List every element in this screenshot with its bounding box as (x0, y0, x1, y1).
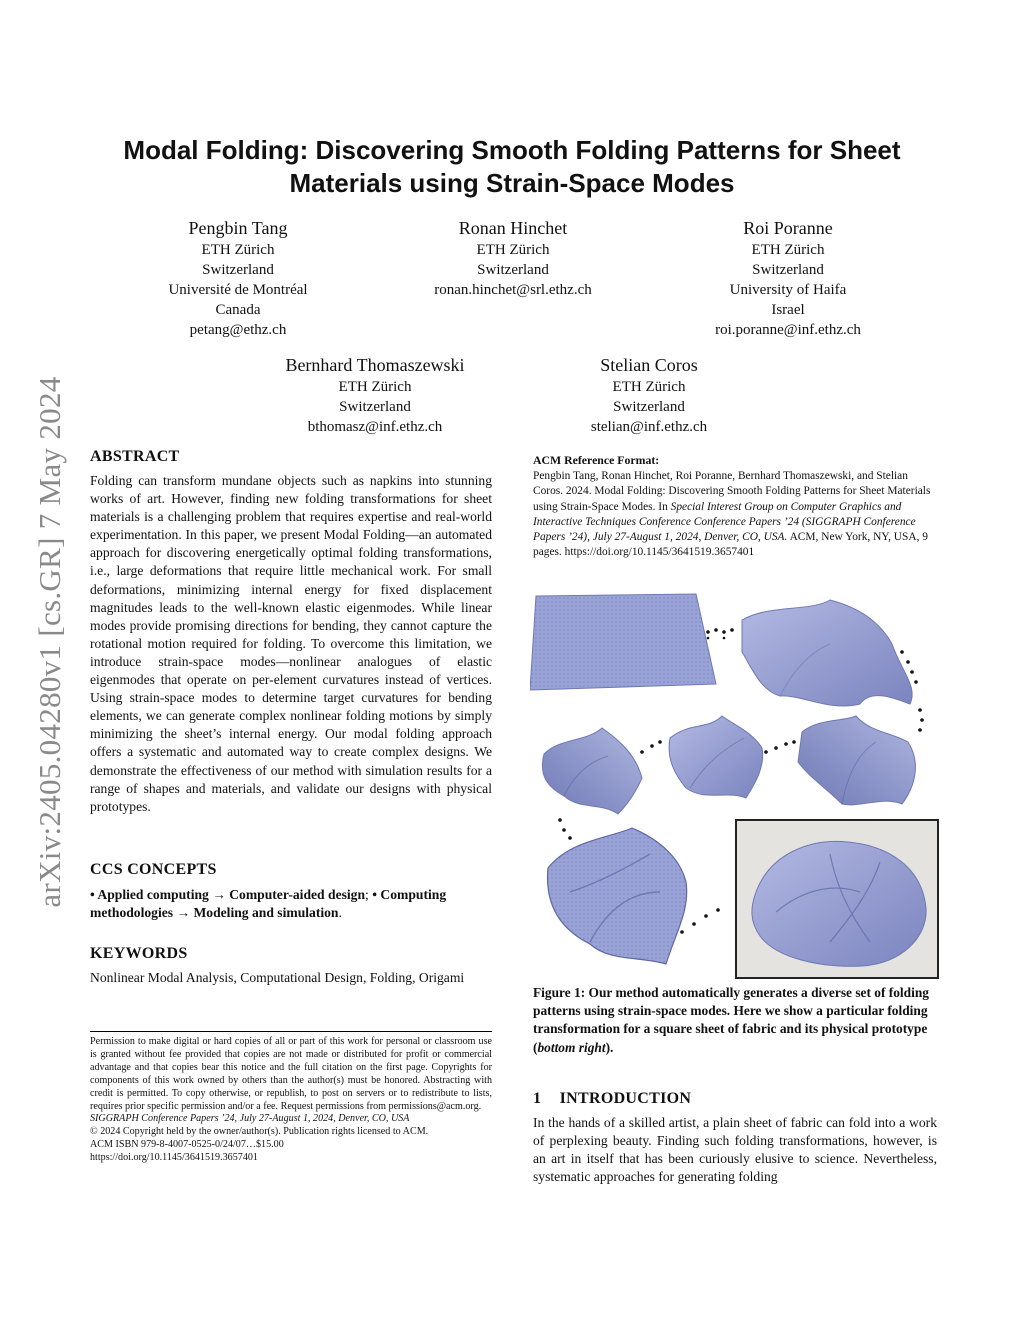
author-block (265, 353, 485, 437)
conference-line: SIGGRAPH Conference Papers ’24, July 27-August 1, 2024, Denver, CO, USA (90, 1113, 410, 1125)
author-name: Bernhard Thomaszewski (285, 355, 465, 375)
ccs-item: • Computing methodologies → Modeling and simulation (90, 887, 447, 921)
author-affiliation: ETH Zürich (201, 242, 275, 258)
author-affiliation: Switzerland (339, 399, 411, 415)
permission-text: Permission to make digital or hard copies of all or part of this work for personal or classroom use is granted without fee provided that copies are not made or distributed for profit or commercial advantage and that copies bear this notice and the full citation on the first page. Copyrights for components of this work owned by others than the author(s) must be honored. Abstracting with credit is permitted. To copy otherwise, or republish, to post on servers or to redistribute to lists, requires prior specific permission and/or a fee. Request permissions from permissions@acm.org. (90, 1036, 492, 1112)
author-email: ronan.hinchet@srl.ethz.ch (434, 282, 592, 298)
acm-ref-text: ACM, New York, NY, USA, 9 pages. https://doi.org/10.1145/3641519.3657401 (533, 531, 928, 559)
caption-text: ). (605, 1039, 614, 1055)
introduction-heading (533, 1090, 691, 1108)
author-affiliation: University of Haifa (729, 282, 847, 298)
introduction-text: In the hands of a skilled artist, a plain sheet of fabric can fold into a work of perplexing beauty. Finding such folding transformations, however, is an art in itself that has been curiously elusive to science. Nevertheless, systematic approaches for generating folding (533, 1115, 937, 1185)
fold-stage-1 (742, 600, 912, 706)
author-affiliation: ETH Zürich (751, 242, 825, 258)
author-block (393, 216, 633, 300)
copyright-line: © 2024 Copyright held by the owner/author(s). Publication rights licensed to ACM. (90, 1126, 429, 1138)
author-block (128, 216, 348, 340)
ccs-end: . (338, 905, 342, 921)
author-affiliation: ETH Zürich (612, 379, 686, 395)
abstract-heading: ABSTRACT (90, 448, 180, 465)
flat-fabric-sheet (530, 594, 716, 690)
keywords-heading: KEYWORDS (90, 945, 188, 962)
author-email: petang@ethz.ch (189, 322, 287, 338)
figure-1 (530, 592, 940, 980)
section-title: INTRODUCTION (559, 1090, 692, 1107)
author-email: bthomasz@inf.ethz.ch (307, 419, 443, 435)
acm-ref-venue: Special Interest Group on Computer Graphics and Interactive Techniques Conference Conference Papers ’24 (SIGGRAPH Conference Papers ’24), July 27-August 1, 2024, Denver, CO, USA. (533, 500, 916, 544)
author-email: roi.poranne@inf.ethz.ch (715, 322, 861, 338)
ccs-concepts (90, 886, 492, 922)
keywords-text: Nonlinear Modal Analysis, Computational Design, Folding, Origami (90, 970, 465, 985)
author-affiliation: Switzerland (202, 262, 274, 278)
paper-title: Modal Folding: Discovering Smooth Folding Patterns for Sheet Materials using Strain-Space Modes (123, 135, 901, 198)
isbn-line: ACM ISBN 979-8-4007-0525-0/24/07…$15.00 (90, 1139, 284, 1151)
caption-emphasis: bottom right (537, 1039, 606, 1055)
arxiv-stamp: arXiv:2405.04280v1 [cs.GR] 7 May 2024 (32, 376, 67, 908)
author-affiliation: Switzerland (752, 262, 824, 278)
author-name: Ronan Hinchet (458, 218, 568, 238)
author-name: Pengbin Tang (188, 218, 288, 238)
ccs-item: • Applied computing → Computer-aided design (90, 887, 366, 902)
acm-ref-text: Pengbin Tang, Ronan Hinchet, Roi Poranne, Bernhard Thomaszewski, and Stelian Coros. 2024. Modal Folding: Discovering Smooth Folding Patterns for Sheet Materials using Strain-Space Modes. In (533, 470, 931, 513)
author-name: Stelian Coros (600, 355, 698, 375)
caption-text: Figure 1: Our method automatically generates a diverse set of folding patterns using strain-space modes. Here we show a particular folding transformation for a square sheet of fabric and its physical prototype ( (533, 985, 929, 1055)
author-affiliation: Switzerland (477, 262, 549, 278)
acm-ref-heading: ACM Reference Format: (533, 453, 660, 467)
figure-caption (533, 984, 937, 1057)
author-affiliation: Université de Montréal (168, 282, 308, 298)
fold-stage-4 (542, 728, 642, 814)
permission-notice (90, 1036, 492, 1165)
author-affiliation: Canada (215, 302, 261, 318)
author-email: stelian@inf.ethz.ch (590, 419, 708, 435)
author-name: Roi Poranne (743, 218, 833, 238)
fold-stage-2 (798, 716, 915, 805)
doi-line: https://doi.org/10.1145/3641519.3657401 (90, 1152, 258, 1164)
footnote-rule (90, 1031, 492, 1032)
author-affiliation: Israel (771, 302, 805, 318)
ccs-heading: CCS CONCEPTS (90, 861, 217, 878)
acm-reference (533, 469, 938, 561)
author-affiliation: ETH Zürich (476, 242, 550, 258)
ccs-separator: ; (365, 887, 373, 902)
section-number: 1 (533, 1090, 542, 1107)
author-block (559, 353, 739, 437)
fold-stage-5 (548, 828, 687, 964)
abstract-text: Folding can transform mundane objects such as napkins into stunning works of art. However, finding new folding transformations for sheet materials is a challenging problem that requires expertise and real-world experimentation. In this paper, we present Modal Folding—an automated approach for discovering energetically optimal folding transformations, i.e., large deformations that require little mechanical work. For small deformations, minimizing internal energy for fixed displacement magnitudes leads to the well-known elastic eigenmodes. While linear modes provide promising directions for bending, they cannot capture the rotational motion required for folding. To overcome this limitation, we introduce strain-space modes—nonlinear analogues of elastic eigenmodes that operate on per-element curvatures instead of vertices. Using strain-space modes to determine target curvatures for bending elements, we can generate complex nonlinear folding motions by simply minimizing the sheet’s internal energy. Our modal folding approach offers a systematic and automated way to create complex designs. We demonstrate the effectiveness of our method with simulation results for a range of shapes and materials, and validate our designs with physical prototypes. (90, 473, 492, 814)
author-affiliation: Switzerland (613, 399, 685, 415)
author-block (683, 216, 893, 340)
author-affiliation: ETH Zürich (338, 379, 412, 395)
